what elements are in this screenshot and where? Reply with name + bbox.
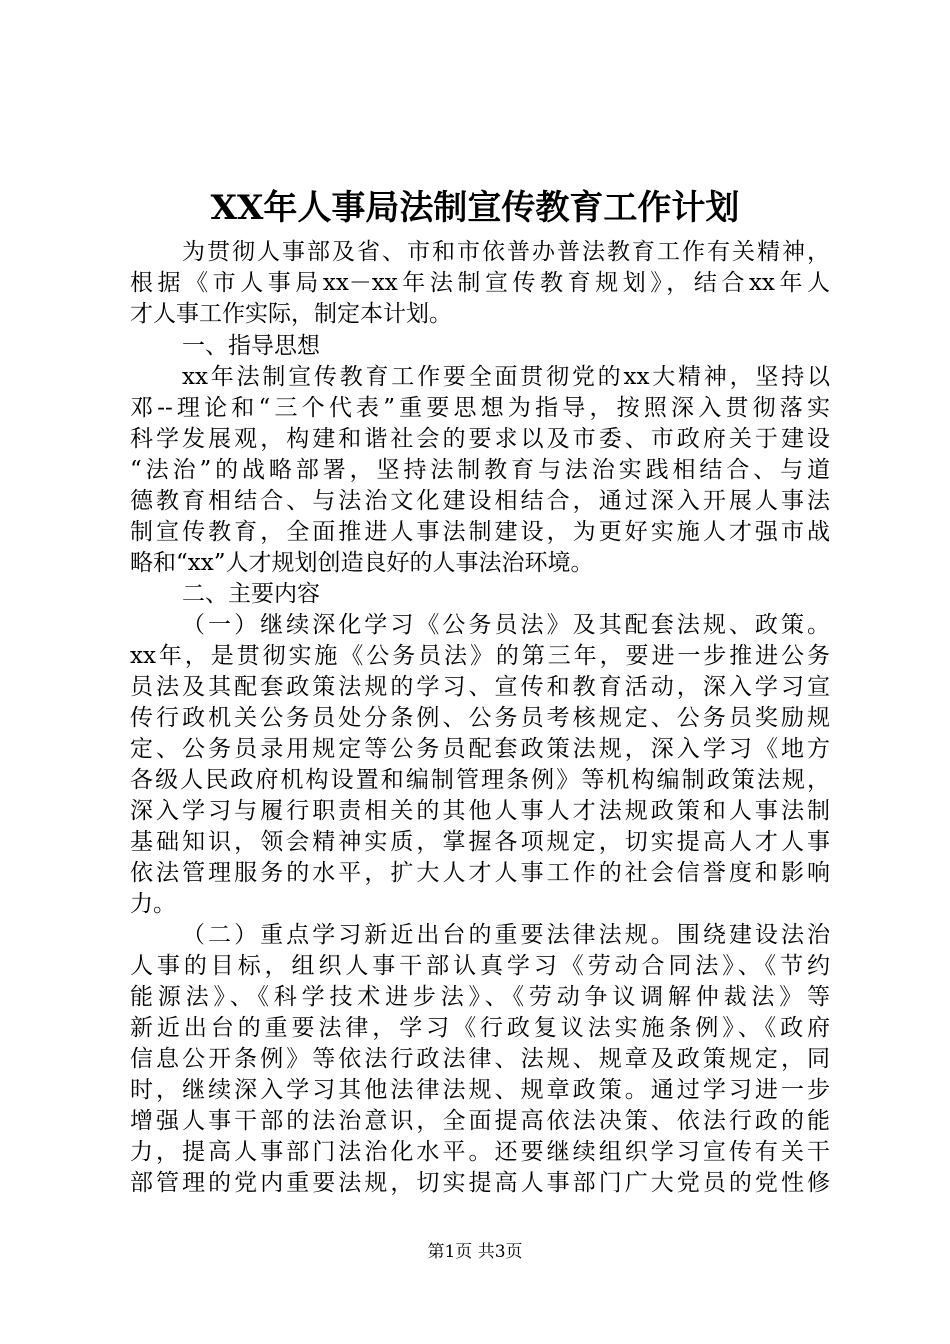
paragraph-line: 基础知识，领会精神实质，掌握各项规定，切实提高人才人事 <box>130 829 830 855</box>
section-heading: 二、主要内容 <box>182 581 320 607</box>
paragraph-line: 邓--理论和“三个代表”重要思想为指导，按照深入贯彻落实 <box>130 395 830 421</box>
paragraph-line: 传行政机关公务员处分条例、公务员考核规定、公务员奖励规 <box>130 705 830 731</box>
page-number-footer: 第1页 共3页 <box>427 1242 523 1262</box>
section-heading: 一、指导思想 <box>182 333 320 359</box>
paragraph-line: xx年法制宣传教育工作要全面贯彻党的xx大精神，坚持以 <box>182 364 830 390</box>
paragraph-line: 员法及其配套政策法规的学习、宣传和教育活动，深入学习宣 <box>130 674 830 700</box>
paragraph-line: 信息公开条例》等依法行政法律、法规、规章及政策规定，同 <box>130 1046 830 1072</box>
paragraph-line: “法治”的战略部署，坚持法制教育与法治实践相结合、与道 <box>130 457 830 483</box>
paragraph-line: 力，提高人事部门法治化水平。还要继续组织学习宣传有关干 <box>130 1139 830 1165</box>
paragraph-line: xx年，是贯彻实施《公务员法》的第三年，要进一步推进公务 <box>130 643 830 669</box>
paragraph-line: 才人事工作实际，制定本计划。 <box>130 301 452 327</box>
paragraph-line: 部管理的党内重要法规，切实提高人事部门广大党员的党性修 <box>130 1170 830 1196</box>
document-title: XX年人事局法制宣传教育工作计划 <box>210 188 740 228</box>
paragraph-line: 增强人事干部的法治意识，全面提高依法决策、依法行政的能 <box>130 1108 830 1134</box>
paragraph-line: 为贯彻人事部及省、市和市依普办普法教育工作有关精神， <box>182 239 830 265</box>
paragraph-line: 能源法》、《科学技术进步法》、《劳动争议调解仲裁法》等 <box>130 984 830 1010</box>
paragraph-line: 深入学习与履行职责相关的其他人事人才法规政策和人事法制 <box>130 798 830 824</box>
paragraph-line: 略和“xx”人才规划创造良好的人事法治环境。 <box>130 550 594 576</box>
paragraph-line: 制宣传教育，全面推进人事法制建设，为更好实施人才强市战 <box>130 519 830 545</box>
paragraph-line: （一）继续深化学习《公务员法》及其配套法规、政策。 <box>182 612 830 638</box>
paragraph-line: 依法管理服务的水平，扩大人才人事工作的社会信誉度和影响 <box>130 860 830 886</box>
paragraph-line: 力。 <box>130 891 176 917</box>
paragraph-line: 各级人民政府机构设置和编制管理条例》等机构编制政策法规， <box>130 767 830 793</box>
paragraph-line: 德教育相结合、与法治文化建设相结合，通过深入开展人事法 <box>130 488 830 514</box>
paragraph-line: 新近出台的重要法律，学习《行政复议法实施条例》、《政府 <box>130 1015 830 1041</box>
paragraph-line: 定、公务员录用规定等公务员配套政策法规，深入学习《地方 <box>130 736 830 762</box>
paragraph-line: 科学发展观，构建和谐社会的要求以及市委、市政府关于建设 <box>130 426 830 452</box>
paragraph-line: 时，继续深入学习其他法律法规、规章政策。通过学习进一步 <box>130 1077 830 1103</box>
paragraph-line: 根据《市人事局xx－xx年法制宣传教育规划》，结合xx年人 <box>130 270 830 296</box>
paragraph-line: （二）重点学习新近出台的重要法律法规。围绕建设法治 <box>182 922 830 948</box>
paragraph-line: 人事的目标，组织人事干部认真学习《劳动合同法》、《节约 <box>130 953 830 979</box>
